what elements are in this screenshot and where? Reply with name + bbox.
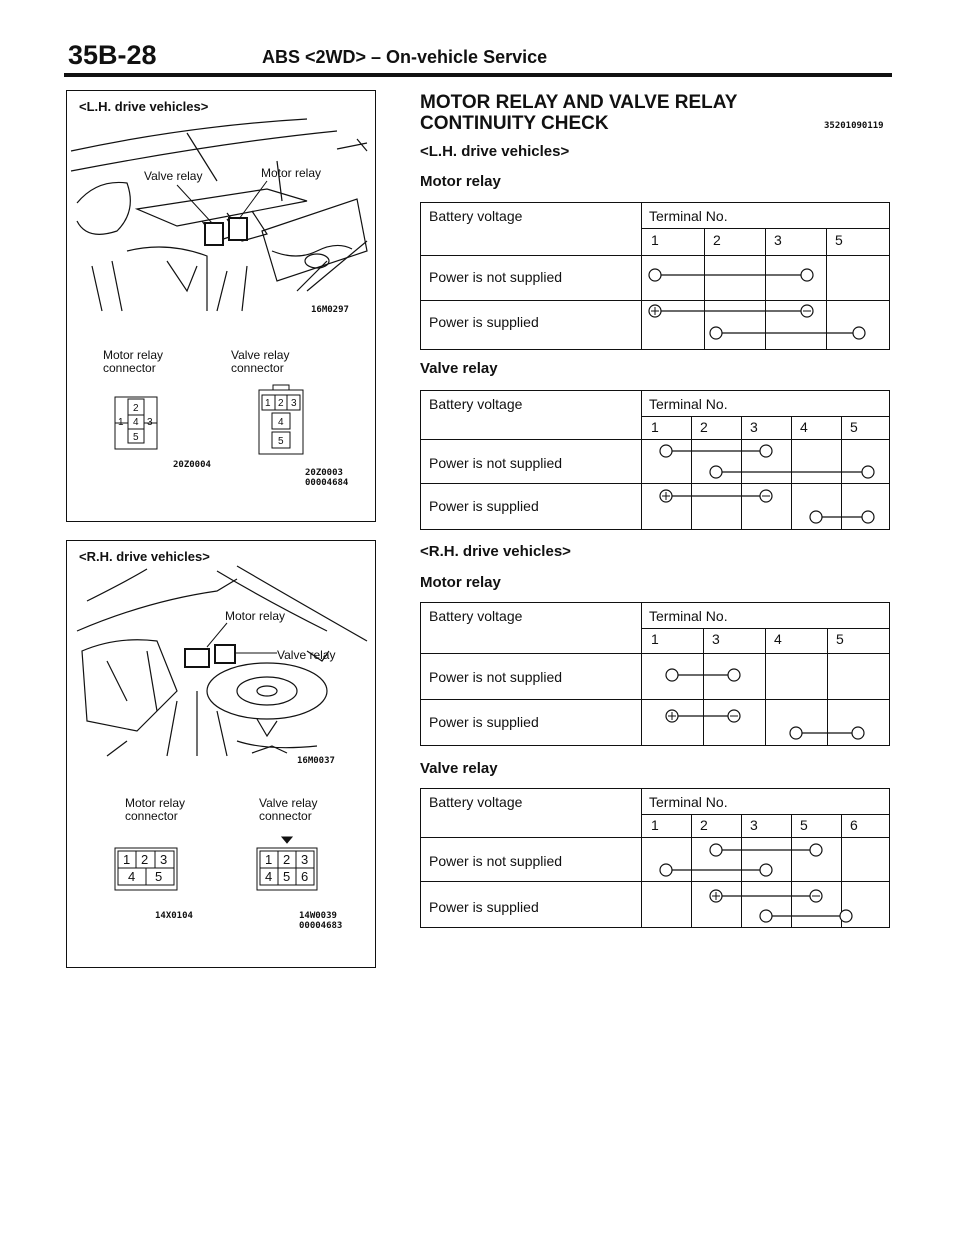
- terminal-header: 1: [651, 232, 659, 248]
- lh-valve-connector-code: 00004684: [305, 478, 349, 488]
- terminal-header: 5: [835, 232, 843, 248]
- row-not-supplied: Power is not supplied: [429, 669, 563, 685]
- terminal-no-header: Terminal No.: [649, 794, 728, 810]
- lh-tables-heading: <L.H. drive vehicles>: [420, 143, 570, 160]
- rh-valve-relay-label: Valve relay: [420, 760, 498, 777]
- terminal-header: 1: [651, 631, 659, 647]
- lh-figure-heading: <L.H. drive vehicles>: [79, 99, 209, 114]
- header-rule: [64, 73, 892, 77]
- section-title: MOTOR RELAY AND VALVE RELAY: [420, 92, 738, 113]
- terminal-header: 3: [712, 631, 720, 647]
- section-ref-id: 35201090119: [824, 121, 884, 131]
- terminal-header: 2: [700, 419, 708, 435]
- terminal-header: 5: [836, 631, 844, 647]
- row-supplied: Power is supplied: [429, 714, 539, 730]
- battery-voltage-header: Battery voltage: [429, 794, 523, 810]
- lh-valve-relay-table: [420, 390, 890, 530]
- rh-valve-connector-code: 14W0039: [299, 911, 337, 921]
- row-supplied: Power is supplied: [429, 498, 539, 514]
- lh-valve-pin: 5: [278, 436, 284, 447]
- terminal-header: 5: [800, 817, 808, 833]
- rh-valve-pin: 4: [265, 869, 273, 884]
- rh-valve-pin: 5: [283, 869, 291, 884]
- lh-valve-pin: 4: [278, 417, 284, 428]
- terminal-header: 4: [774, 631, 782, 647]
- rh-figure-heading: <R.H. drive vehicles>: [79, 549, 210, 564]
- lh-figure-panel: [66, 90, 376, 522]
- terminal-header: 5: [850, 419, 858, 435]
- lh-motor-pin: 2: [133, 403, 139, 414]
- terminal-header: 3: [750, 419, 758, 435]
- lh-valve-relay-label: Valve relay: [420, 360, 498, 377]
- lh-motor-relay-label: Motor relay: [420, 173, 501, 190]
- rh-motor-connector-code: 14X0104: [155, 911, 193, 921]
- lh-motor-connector-code: 20Z0004: [173, 460, 211, 470]
- rh-motor-continuity-diagram: [421, 603, 889, 745]
- terminal-header: 4: [800, 419, 808, 435]
- battery-voltage-header: Battery voltage: [429, 396, 523, 412]
- rh-motor-pin: 3: [160, 852, 168, 867]
- rh-motor-pin: 1: [123, 852, 131, 867]
- rh-valve-pin: 2: [283, 852, 291, 867]
- rh-valve-connector-caption: Valve relay connector: [259, 796, 318, 823]
- lh-motor-pin: 1: [118, 417, 124, 428]
- row-not-supplied: Power is not supplied: [429, 853, 563, 869]
- lh-motor-connector-caption: Motor relay connector: [103, 348, 164, 375]
- lh-motor-callout: Motor relay: [261, 166, 322, 180]
- terminal-header: 3: [774, 232, 782, 248]
- rh-valve-pin: 6: [301, 869, 309, 884]
- rh-figure-panel: [66, 540, 376, 968]
- rh-motor-relay-table: [420, 602, 890, 746]
- lh-valve-callout: Valve relay: [144, 169, 203, 183]
- row-supplied: Power is supplied: [429, 314, 539, 330]
- lh-motor-relay-table: [420, 202, 890, 350]
- lh-motor-pin: 5: [133, 432, 139, 443]
- lh-motor-continuity-diagram: [421, 203, 889, 349]
- rh-photo-code: 16M0037: [297, 756, 335, 766]
- terminal-header: 1: [651, 419, 659, 435]
- rh-tables-heading: <R.H. drive vehicles>: [420, 543, 571, 560]
- battery-voltage-header: Battery voltage: [429, 208, 523, 224]
- lh-valve-pin: 1: [265, 398, 271, 409]
- lh-valve-connector-code: 20Z0003: [305, 468, 343, 478]
- rh-motor-connector-caption: Motor relay connector: [125, 796, 186, 823]
- terminal-no-header: Terminal No.: [649, 208, 728, 224]
- rh-motor-pin: 2: [141, 852, 149, 867]
- page-code: 35B-28: [68, 40, 157, 70]
- rh-valve-connector-code: 00004683: [299, 921, 343, 931]
- terminal-no-header: Terminal No.: [649, 608, 728, 624]
- terminal-header: 1: [651, 817, 659, 833]
- terminal-header: 2: [713, 232, 721, 248]
- section-title: CONTINUITY CHECK: [420, 113, 609, 134]
- row-supplied: Power is supplied: [429, 899, 539, 915]
- lh-valve-connector-caption: Valve relay connector: [231, 348, 290, 375]
- battery-voltage-header: Battery voltage: [429, 608, 523, 624]
- terminal-header: 3: [750, 817, 758, 833]
- row-not-supplied: Power is not supplied: [429, 269, 563, 285]
- rh-valve-callout: Valve relay: [277, 648, 336, 662]
- rh-motor-pin: 5: [155, 869, 163, 884]
- lh-motor-pin: 4: [133, 417, 139, 428]
- terminal-header: 6: [850, 817, 858, 833]
- rh-valve-pin: 3: [301, 852, 309, 867]
- rh-valve-relay-table: [420, 788, 890, 928]
- rh-motor-pin: 4: [128, 869, 136, 884]
- rh-valve-pin: 1: [265, 852, 273, 867]
- lh-valve-pin: 2: [278, 398, 284, 409]
- terminal-no-header: Terminal No.: [649, 396, 728, 412]
- page-title: ABS <2WD> – On-vehicle Service: [262, 47, 548, 67]
- row-not-supplied: Power is not supplied: [429, 455, 563, 471]
- lh-valve-continuity-diagram: [421, 391, 889, 529]
- rh-motor-relay-label: Motor relay: [420, 574, 501, 591]
- lh-valve-pin: 3: [291, 398, 297, 409]
- rh-motor-callout: Motor relay: [225, 609, 286, 623]
- rh-valve-continuity-diagram: [421, 789, 889, 927]
- lh-motor-pin: 3: [147, 417, 153, 428]
- rh-engine-illustration: [67, 541, 375, 967]
- terminal-header: 2: [700, 817, 708, 833]
- lh-photo-code: 16M0297: [311, 305, 349, 315]
